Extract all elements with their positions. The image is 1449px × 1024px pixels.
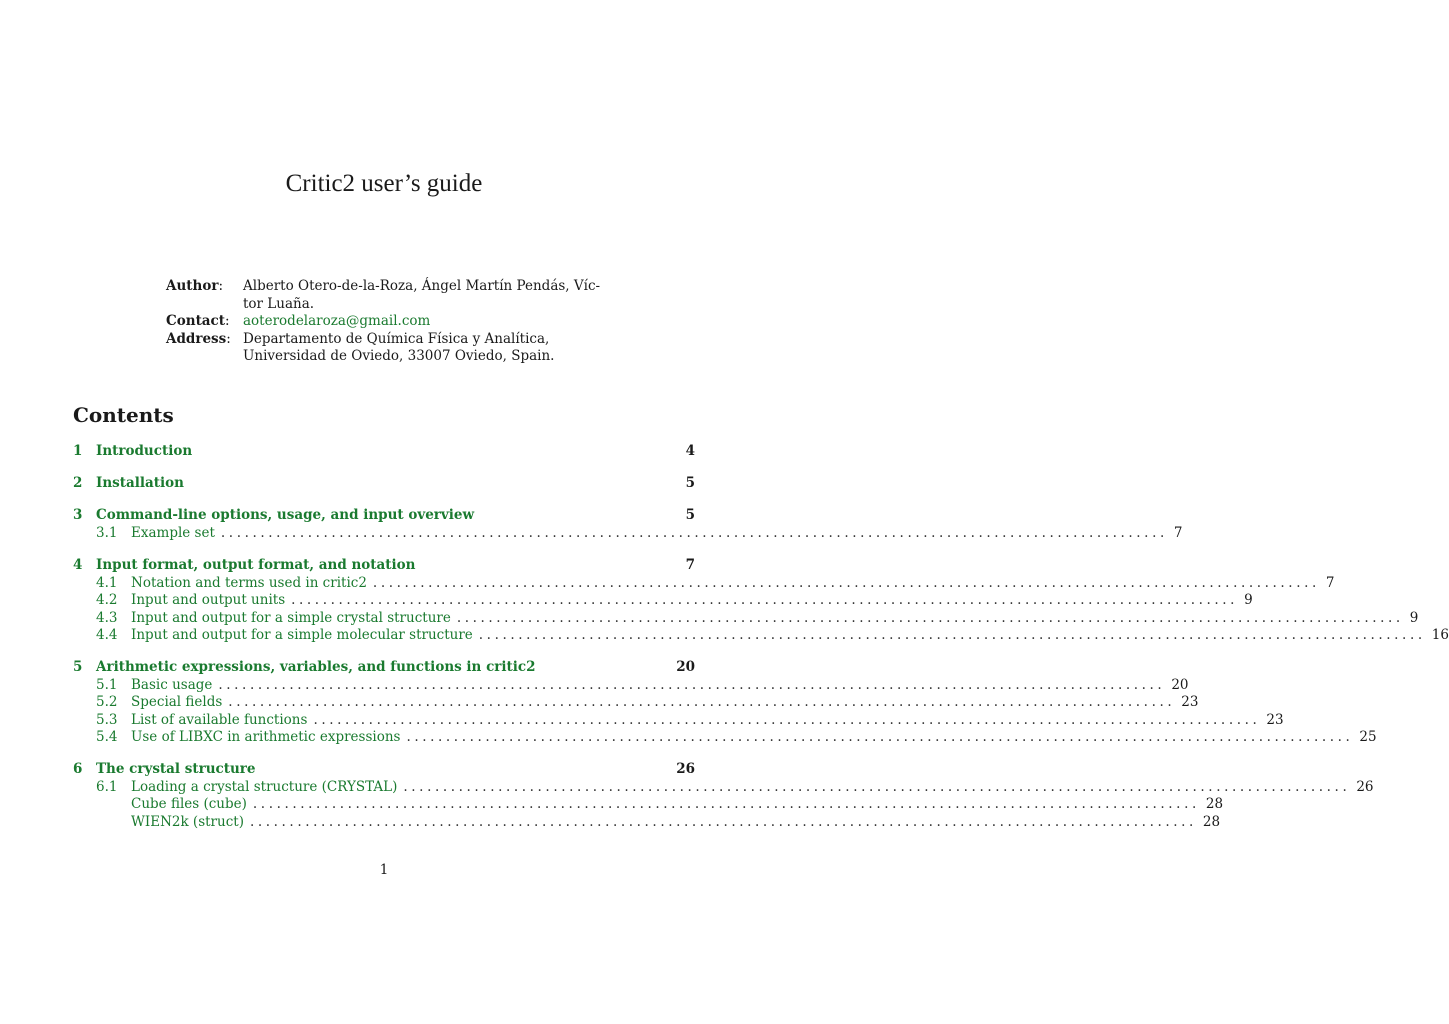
toc-section-number: 6 [73, 760, 83, 777]
toc-leader-dots: ........................................................................................................................ [313, 711, 1261, 728]
toc-subsection-page: 23 [1181, 694, 1199, 710]
toc-subsection-page: 16 [1431, 627, 1449, 643]
toc-section-title-link[interactable]: Installation [96, 475, 184, 491]
toc-subsection-entry[interactable] [73, 592, 1253, 610]
toc-subsection-title-link[interactable]: Notation and terms used in critic2 [131, 574, 367, 591]
toc-section-title-link[interactable]: The crystal structure [96, 760, 256, 777]
page-number: 1 [379, 862, 389, 878]
toc-section-entry[interactable] [73, 557, 695, 575]
toc-subsection-number: 6.1 [96, 778, 118, 795]
toc-leader-dots: ........................................................................................................................ [372, 574, 1320, 591]
toc-subsection-title-link[interactable]: Input and output units [131, 592, 286, 608]
toc-gap [73, 461, 695, 475]
address-value-line1: Departamento de Química Física y Analítica, [243, 330, 550, 347]
toc-subsection-entry[interactable] [73, 627, 1449, 645]
toc-subsection-title-link[interactable]: Loading a crystal structure (CRYSTAL) [131, 778, 398, 795]
toc-subsection-title-link[interactable]: WIEN2k (struct) [131, 813, 244, 830]
toc-subsection-entry[interactable] [73, 609, 1419, 628]
toc-section-number: 2 [73, 475, 83, 491]
toc-subsection-page: 9 [1409, 609, 1419, 626]
toc-leader-dots: ........................................................................................................................ [456, 609, 1404, 626]
toc-subsection-entry[interactable] [73, 525, 1183, 543]
toc-gap [73, 543, 695, 557]
author-value-line1: Alberto Otero-de-la-Roza, Ángel Martín Pendás, Víc- [243, 278, 601, 294]
toc-subsection-title-link[interactable]: Input and output for a simple crystal structure [131, 609, 451, 626]
toc-section-entry[interactable] [73, 761, 695, 779]
toc-subsection-title-link[interactable]: Cube files (cube) [131, 796, 247, 812]
toc-leader-dots: ........................................................................................................................ [228, 694, 1176, 710]
toc-subsection-entry[interactable] [73, 711, 1284, 730]
toc-subsection-entry[interactable] [73, 574, 1335, 593]
toc-section-page: 5 [685, 507, 695, 523]
toc-subsection-title-link[interactable]: Special fields [131, 694, 223, 710]
toc-subsection-number: 5.1 [96, 676, 118, 693]
toc-subsection-number: 4.1 [96, 574, 118, 591]
toc-section-entry[interactable] [73, 443, 695, 461]
toc-section-title-link[interactable]: Input format, output format, and notation [96, 556, 416, 573]
toc-subsection-entry[interactable] [73, 796, 1224, 814]
toc-subsection-title-link[interactable]: Example set [131, 525, 215, 541]
toc-subsection-page: 7 [1173, 525, 1183, 541]
toc-section-page: 20 [676, 658, 695, 675]
toc-subsection-entry[interactable] [73, 676, 1189, 695]
toc-subsection-number: 3.1 [96, 525, 118, 541]
toc-section-page: 4 [685, 443, 695, 459]
toc-subsection-entry[interactable] [73, 694, 1199, 712]
table-of-contents [73, 443, 1449, 831]
contact-email-link[interactable]: aoterodelaroza@gmail.com [243, 313, 431, 329]
contact-label: Contact [166, 313, 226, 329]
toc-leader-dots: ........................................................................................................................ [406, 729, 1354, 745]
toc-subsection-page: 28 [1202, 813, 1221, 830]
toc-gap [73, 645, 695, 659]
toc-subsection-number: 5.4 [96, 729, 118, 745]
author-label: Author [166, 278, 219, 294]
address-label: Address [166, 330, 227, 347]
toc-subsection-page: 28 [1205, 796, 1224, 812]
toc-section-entry[interactable] [73, 659, 695, 677]
toc-section-entry[interactable] [73, 507, 695, 525]
toc-subsection-title-link[interactable]: List of available functions [131, 711, 308, 728]
toc-subsection-page: 7 [1325, 574, 1335, 591]
toc-subsection-entry[interactable] [73, 778, 1374, 797]
contents-heading: Contents [73, 403, 174, 427]
toc-subsection-number: 4.4 [96, 627, 118, 643]
toc-section-page: 5 [685, 475, 695, 491]
toc-section-number: 4 [73, 556, 83, 573]
toc-subsection-number: 4.2 [96, 592, 118, 608]
toc-subsection-number: 4.3 [96, 609, 118, 626]
toc-leader-dots: ........................................................................................................................ [478, 627, 1426, 643]
toc-subsection-page: 20 [1171, 676, 1189, 693]
author-block: Author: Alberto Otero-de-la-Roza, Ángel Martín Pendás, Víc- tor Luaña. Contact: aoterodelaroza@gmail.com Address: Departamento de Química Física y Analítica, Universidad de Oviedo, 33007 Oviedo, Spain. [166, 278, 603, 366]
toc-section-number: 5 [73, 658, 83, 675]
toc-leader-dots: ........................................................................................................................ [218, 676, 1166, 693]
toc-leader-dots: ........................................................................................................................ [220, 525, 1168, 541]
toc-section-entry[interactable] [73, 475, 695, 493]
toc-gap [73, 493, 695, 507]
toc-subsection-number: 5.2 [96, 694, 118, 710]
toc-section-page: 7 [685, 556, 695, 573]
toc-subsection-number: 5.3 [96, 711, 118, 728]
toc-subsection-page: 25 [1359, 729, 1377, 745]
toc-subsection-title-link[interactable]: Input and output for a simple molecular structure [131, 627, 473, 643]
toc-leader-dots: ........................................................................................................................ [403, 778, 1351, 795]
document-title: Critic2 user’s guide [285, 170, 483, 197]
toc-subsection-page: 26 [1356, 778, 1374, 795]
toc-subsection-page: 23 [1266, 711, 1284, 728]
author-value-line2: tor Luaña. [243, 295, 315, 312]
toc-subsection-page: 9 [1244, 592, 1253, 608]
toc-section-number: 1 [73, 443, 83, 459]
address-value-line2: Universidad de Oviedo, 33007 Oviedo, Spain. [243, 348, 555, 364]
toc-leader-dots: ........................................................................................................................ [252, 796, 1200, 812]
toc-leader-dots: ........................................................................................................................ [249, 813, 1197, 830]
toc-subsection-entry[interactable] [73, 813, 1221, 832]
toc-section-title-link[interactable]: Arithmetic expressions, variables, and functions in critic2 [96, 658, 536, 675]
toc-section-title-link[interactable]: Introduction [96, 443, 193, 459]
toc-section-title-link[interactable]: Command-line options, usage, and input overview [96, 507, 475, 523]
toc-section-page: 26 [676, 760, 695, 777]
toc-subsection-entry[interactable] [73, 729, 1377, 747]
toc-gap [73, 747, 695, 761]
toc-subsection-title-link[interactable]: Use of LIBXC in arithmetic expressions [131, 729, 401, 745]
toc-section-number: 3 [73, 507, 83, 523]
toc-subsection-title-link[interactable]: Basic usage [131, 676, 213, 693]
toc-leader-dots: ........................................................................................................................ [291, 592, 1239, 608]
